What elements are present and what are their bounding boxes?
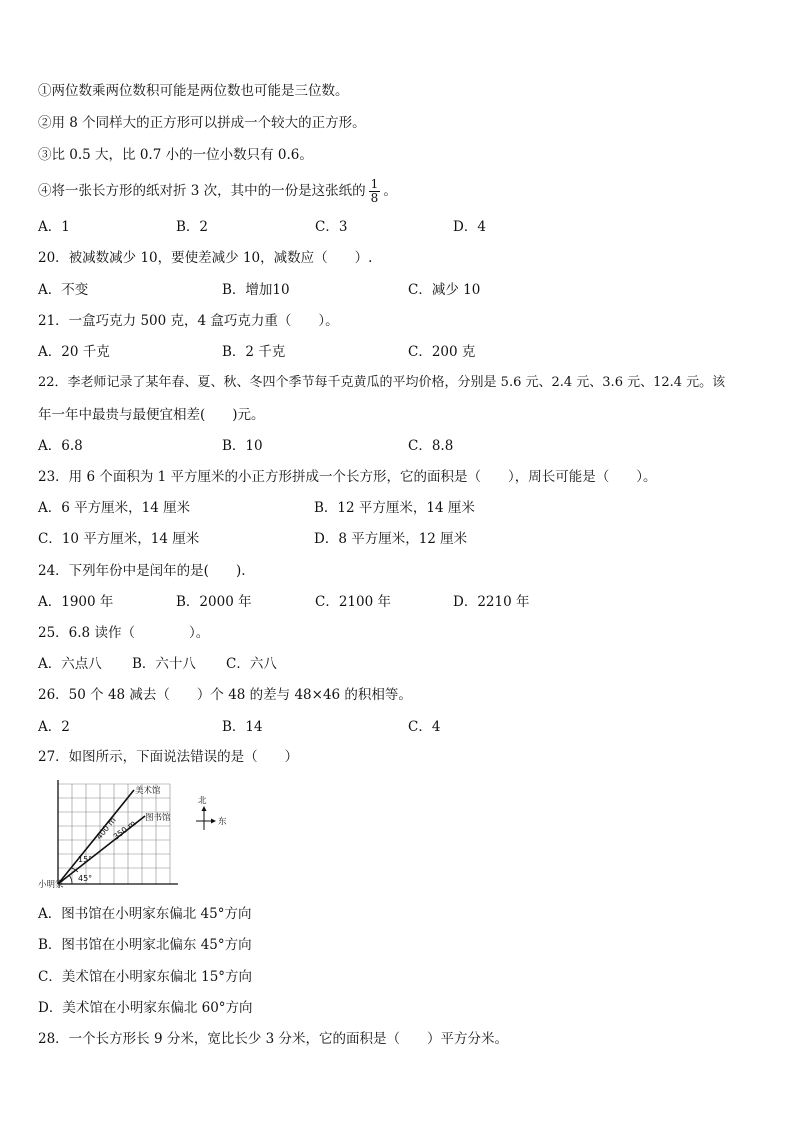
q22-text-line2: 年一年中最贵与最便宜相差( )元。: [38, 407, 265, 423]
statement-4-end: 。: [383, 183, 397, 199]
q22-option-c[interactable]: C．8.8: [408, 438, 454, 454]
q19-option-c[interactable]: C．3: [315, 219, 348, 235]
compass-east-label: 东: [218, 817, 227, 827]
q27-direction-figure: [38, 778, 238, 896]
statement-4-text: ④将一张长方形的纸对折 3 次，其中的一份是这张纸的: [38, 183, 366, 199]
q19-option-a[interactable]: A．1: [38, 219, 70, 235]
statement-2: ②用 8 个同样大的正方形可以拼成一个较大的正方形。: [38, 115, 366, 131]
label-library: 图书馆: [145, 813, 171, 823]
compass-north-label: 北: [198, 796, 207, 806]
label-angle-15: 15°: [78, 855, 93, 864]
fraction-denominator: 8: [370, 191, 379, 205]
q19-option-d[interactable]: D．4: [453, 219, 486, 235]
q23-option-c[interactable]: C．10 平方厘米，14 厘米: [38, 531, 200, 547]
statement-3: ③比 0.5 大，比 0.7 小的一位小数只有 0.6。: [38, 147, 313, 163]
q20-option-c[interactable]: C．减少 10: [408, 282, 481, 298]
statement-4: [38, 176, 397, 206]
statement-1: ①两位数乘两位数积可能是两位数也可能是三位数。: [38, 83, 349, 99]
label-dist-museum: 400 m: [94, 815, 118, 842]
q27-option-a[interactable]: A．图书馆在小明家东偏北 45°方向: [38, 906, 252, 922]
q19-option-b[interactable]: B．2: [176, 219, 209, 235]
q23-option-d[interactable]: D．8 平方厘米，12 厘米: [314, 531, 468, 547]
q20-option-a[interactable]: A．不变: [38, 282, 89, 298]
label-home: 小明家: [38, 880, 64, 890]
q27-option-c[interactable]: C．美术馆在小明家东偏北 15°方向: [38, 969, 253, 985]
label-museum: 美术馆: [135, 786, 161, 796]
fraction-one-eighth: [369, 178, 381, 205]
q22-option-b[interactable]: B．10: [222, 438, 263, 454]
q27-option-b[interactable]: B．图书馆在小明家北偏东 45°方向: [38, 937, 252, 953]
q22-option-a[interactable]: A．6.8: [38, 438, 83, 454]
q20-option-b[interactable]: B．增加10: [222, 282, 290, 298]
label-dist-library: 350 m: [111, 818, 138, 842]
q24-option-c[interactable]: C．2100 年: [315, 594, 391, 610]
q26-text: 26．50 个 48 减去（ ）个 48 的差与 48×46 的积相等。: [38, 687, 412, 703]
q24-option-d[interactable]: D．2210 年: [453, 594, 530, 610]
q24-text: 24．下列年份中是闰年的是( ).: [38, 563, 246, 579]
q25-option-a[interactable]: A．六点八: [38, 656, 102, 672]
q28-text: 28．一个长方形长 9 分米，宽比长少 3 分米，它的面积是（ ）平方分米。: [38, 1031, 509, 1047]
q23-text: 23．用 6 个面积为 1 平方厘米的小正方形拼成一个长方形，它的面积是（ ），周长可能是（ ）。: [38, 469, 657, 485]
q26-option-a[interactable]: A．2: [38, 719, 70, 735]
q23-option-b[interactable]: B．12 平方厘米，14 厘米: [314, 500, 475, 516]
angle-arc-45: [69, 875, 72, 884]
q21-text: 21．一盒巧克力 500 克，4 盒巧克力重（ ）。: [38, 313, 339, 329]
q26-option-b[interactable]: B．14: [222, 719, 263, 735]
label-angle-45: 45°: [78, 874, 93, 883]
q24-option-b[interactable]: B．2000 年: [176, 594, 252, 610]
q21-option-a[interactable]: A．20 千克: [38, 344, 110, 360]
q21-option-b[interactable]: B．2 千克: [222, 344, 286, 360]
q24-option-a[interactable]: A．1900 年: [38, 594, 114, 610]
q25-text: 25．6.8 读作（ ）。: [38, 625, 210, 641]
q27-option-d[interactable]: D．美术馆在小明家东偏北 60°方向: [38, 1000, 253, 1016]
q20-text: 20．被减数减少 10，要使差减少 10，减数应（ ）.: [38, 250, 373, 266]
q25-option-c[interactable]: C．六八: [226, 656, 277, 672]
q23-option-a[interactable]: A．6 平方厘米，14 厘米: [38, 500, 191, 516]
q25-option-b[interactable]: B．六十八: [132, 656, 196, 672]
q26-option-c[interactable]: C．4: [408, 719, 441, 735]
q27-text: 27．如图所示，下面说法错误的是（ ）: [38, 749, 299, 765]
compass-icon: [196, 806, 216, 830]
q22-text-line1: 22．李老师记录了某年春、夏、秋、冬四个季节每千克黄瓜的平均价格，分别是 5.6 元、2.4 元、3.6 元、12.4 元。该: [38, 375, 726, 390]
q21-option-c[interactable]: C．200 克: [408, 344, 476, 360]
fraction-numerator: 1: [370, 177, 379, 191]
